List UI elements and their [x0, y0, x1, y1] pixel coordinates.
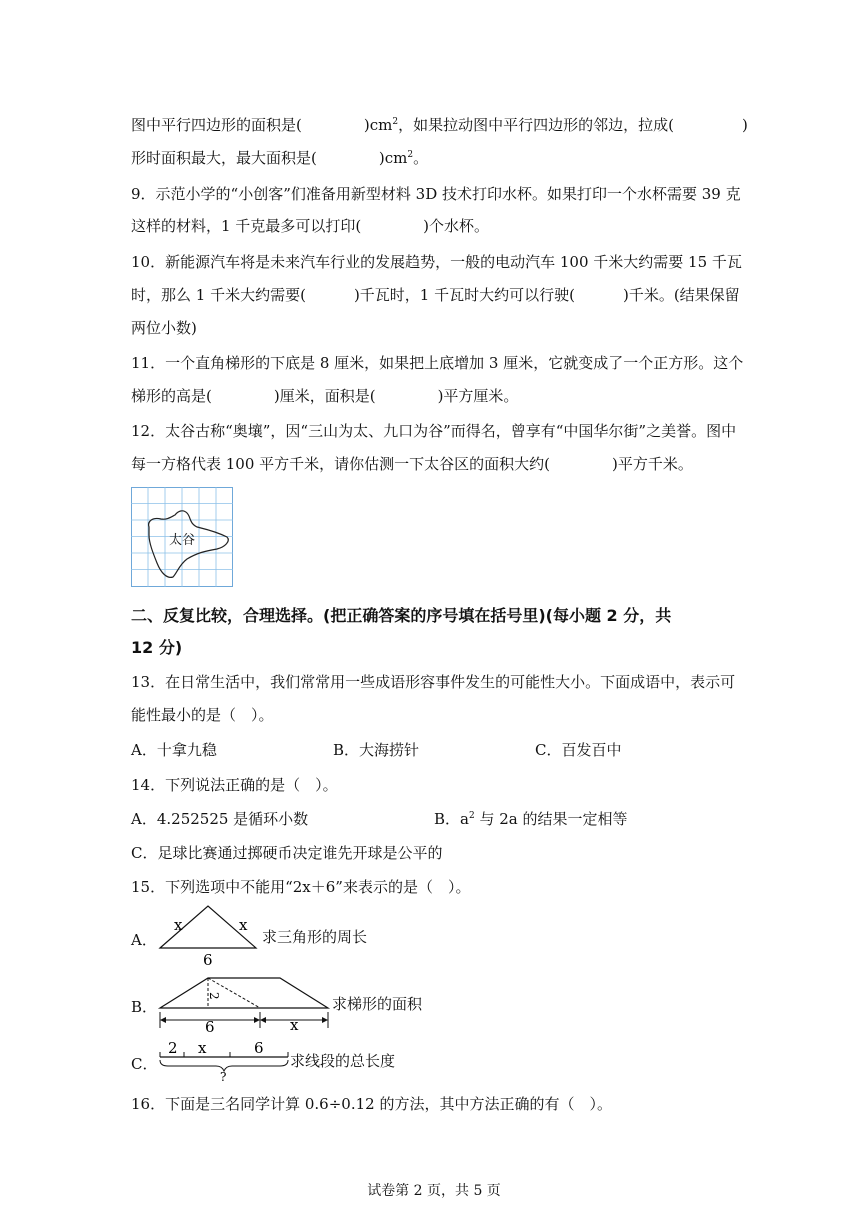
q13-line-1: 13．在日常生活中，我们常常用一些成语形容事件发生的可能性大小。下面成语中，表示可 — [131, 673, 736, 691]
superscript: 2 — [392, 117, 399, 127]
q9-line-1: 9．示范小学的“小创客”们准备用新型材料 3D 技术打印水杯。如果打印一个水杯需要 39 克 — [131, 185, 741, 203]
q8-text: ) — [741, 116, 748, 134]
triangle-figure — [156, 900, 260, 968]
trapezoid-figure — [156, 970, 332, 1034]
q9-line-2 — [131, 215, 489, 236]
q8-text: 图中平行四边形的面积是( — [131, 116, 302, 134]
q15-option-a-label[interactable]: A． — [131, 931, 157, 949]
q15-stem: 15．下列选项中不能用“2x＋6”来表示的是（ ）。 — [131, 878, 471, 896]
side-label-x: x — [174, 916, 183, 934]
bottom-label-x: x — [290, 1016, 299, 1034]
segment-label-x: x — [198, 1039, 207, 1057]
q11-line-2 — [131, 385, 518, 406]
q10-line-3: 两位小数) — [131, 319, 197, 337]
q8-text: 。 — [413, 149, 429, 167]
q8-line-1 — [131, 114, 748, 135]
q8-text: )cm — [378, 149, 408, 167]
q15-option-b-desc: 求梯形的面积 — [332, 995, 423, 1013]
q15-option-c-label[interactable]: C． — [131, 1055, 158, 1073]
superscript: 2 — [468, 811, 475, 821]
q14-option-b[interactable] — [434, 808, 628, 829]
q15-option-c-desc: 求线段的总长度 — [290, 1052, 396, 1070]
q11-text: )平方厘米。 — [437, 387, 519, 405]
q15-option-b-label[interactable]: B． — [131, 998, 158, 1016]
q14-option-a[interactable]: A．4.252525 是循环小数 — [131, 810, 309, 828]
section-2-heading-line-2: 12 分) — [131, 638, 183, 657]
q12-line-2 — [131, 453, 693, 474]
total-question-mark: ? — [220, 1070, 227, 1082]
segment-figure — [156, 1036, 292, 1082]
q10-line-1: 10．新能源汽车将是未来汽车行业的发展趋势，一般的电动汽车 100 千米大约需要 15 千瓦 — [131, 253, 742, 271]
q8-text: )cm — [363, 116, 393, 134]
q8-text: ，如果拉动图中平行四边形的邻边，拉成( — [398, 116, 674, 134]
grid-map — [131, 487, 233, 587]
map-label: 太谷 — [168, 533, 196, 548]
q15-option-a-desc: 求三角形的周长 — [262, 928, 368, 946]
q13-option-a[interactable]: A．十拿九稳 — [131, 741, 217, 759]
superscript: 2 — [407, 150, 414, 160]
q13-line-2: 能性最小的是（ ）。 — [131, 706, 274, 724]
height-label-2: 2 — [207, 992, 221, 1000]
q14-option-b-text: 与 2a 的结果一定相等 — [474, 810, 628, 828]
page-footer: 试卷第 2 页，共 5 页 — [367, 1183, 501, 1199]
base-label-6: 6 — [203, 951, 213, 968]
q9-text: 这样的材料，1 千克最多可以打印( — [131, 217, 362, 235]
trapezoid-shape — [160, 978, 328, 1008]
segment-label-6: 6 — [254, 1039, 264, 1057]
q12-line-1: 12．太谷古称“奥壤”，因“三山为太、九口为谷”而得名，曾享有“中国华尔街”之美誉。图中 — [131, 422, 737, 440]
q10-text: )千米。(结果保留 — [622, 286, 740, 304]
q13-option-b[interactable]: B．大海捞针 — [333, 741, 420, 759]
taigu-map-figure — [131, 487, 233, 587]
q11-text: )厘米，面积是( — [273, 387, 376, 405]
bottom-label-6: 6 — [205, 1018, 215, 1034]
q11-line-1: 11．一个直角梯形的下底是 8 厘米，如果把上底增加 3 厘米，它就变成了一个正方形。这个 — [131, 354, 744, 372]
section-2-heading-line-1: 二、反复比较，合理选择。(把正确答案的序号填在括号里)(每小题 2 分，共 — [131, 606, 672, 625]
q8-line-2 — [131, 147, 428, 168]
q13-option-c[interactable]: C．百发百中 — [535, 741, 622, 759]
q16-stem: 16．下面是三名同学计算 0.6÷0.12 的方法，其中方法正确的有（ ）。 — [131, 1095, 612, 1113]
q9-text: )个水杯。 — [423, 217, 490, 235]
q14-option-c[interactable]: C．足球比赛通过掷硬币决定谁先开球是公平的 — [131, 844, 443, 862]
segment-label-2: 2 — [168, 1039, 178, 1057]
q14-option-b-text: B．a — [434, 810, 469, 828]
q10-line-2 — [131, 284, 740, 305]
q11-text: 梯形的高是( — [131, 387, 212, 405]
q10-text: 时，那么 1 千米大约需要( — [131, 286, 306, 304]
q12-text: )平方千米。 — [612, 455, 693, 473]
q8-text: 形时面积最大，最大面积是( — [131, 149, 317, 167]
q14-stem: 14．下列说法正确的是（ ）。 — [131, 776, 338, 794]
q10-text: )千瓦时，1 千瓦时大约可以行驶( — [353, 286, 575, 304]
q12-text: 每一方格代表 100 平方千米，请你估测一下太谷区的面积大约( — [131, 455, 551, 473]
side-label-x: x — [239, 916, 248, 934]
